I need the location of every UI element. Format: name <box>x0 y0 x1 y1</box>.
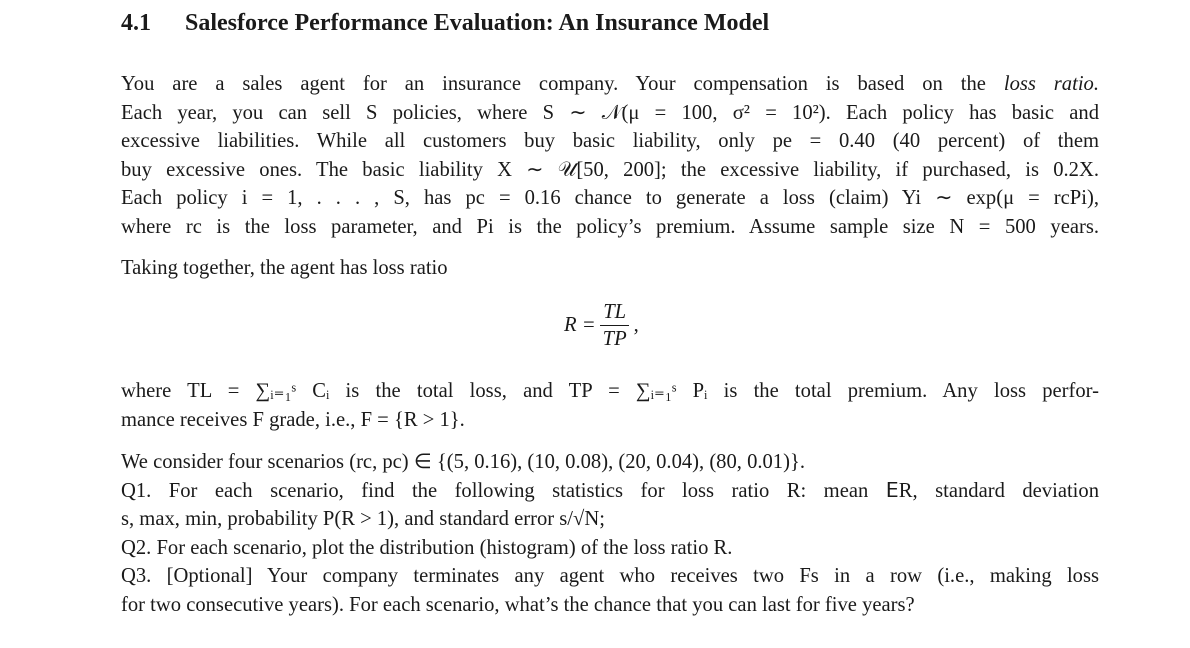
question-2: Q2. For each scenario, plot the distribution (histogram) of the loss ratio R. <box>121 536 733 559</box>
question-1-line-1: Q1. For each scenario, find the following statistics for loss ratio R: mean 𝖤R, standard deviation <box>121 479 1099 502</box>
section-heading <box>121 10 769 37</box>
definitions-line-1: where TL = ∑ᵢ₌₁ˢ Cᵢ is the total loss, and TP = ∑ᵢ₌₁ˢ Pᵢ is the total premium. Any loss perfor- <box>121 380 1099 402</box>
equation-fraction <box>600 300 630 351</box>
paragraph-questions <box>121 448 1099 620</box>
setup-line-2: Each year, you can sell S policies, where S ∼ 𝒩(μ = 100, σ² = 10²). Each policy has basic and <box>121 101 1099 124</box>
paragraph-loss-ratio-intro <box>121 254 1099 283</box>
definitions-line-2: mance receives F grade, i.e., F = {R > 1}. <box>121 408 465 431</box>
question-3-line-1: Q3. [Optional] Your company terminates any agent who receives two Fs in a row (i.e., making loss <box>121 565 1099 588</box>
setup-line-4: buy excessive ones. The basic liability X ∼ 𝒰[50, 200]; the excessive liability, if purchased, is 0.2X. <box>121 158 1099 181</box>
paragraph-problem-setup <box>121 70 1099 242</box>
question-3-line-2: for two consecutive years). For each scenario, what’s the chance that you can last for five years? <box>121 593 915 616</box>
scenarios-line: We consider four scenarios (rc, pc) ∈ {(5, 0.16), (10, 0.08), (20, 0.04), (80, 0.01)}. <box>121 451 805 473</box>
equation-numerator: TL <box>600 300 629 326</box>
equation-denominator: TP <box>602 328 627 350</box>
setup-line-5: Each policy i = 1, . . . , S, has pc = 0.16 chance to generate a loss (claim) Yi ∼ exp(μ = rcPi), <box>121 187 1099 210</box>
setup-line-6: where rc is the loss parameter, and Pi is the policy’s premium. Assume sample size N = 500 years. <box>121 215 1099 238</box>
section-title: Salesforce Performance Evaluation: An Insurance Model <box>185 10 770 36</box>
loss-ratio-equation <box>564 300 639 351</box>
question-1-line-2: s, max, min, probability P(R > 1), and standard error s/√N; <box>121 508 605 531</box>
loss-ratio-intro-text: Taking together, the agent has loss ratio <box>121 257 448 279</box>
section-number: 4.1 <box>121 10 151 36</box>
loss-ratio-emphasis: loss ratio. <box>1003 73 1099 95</box>
setup-line-3: excessive liabilities. While all customers buy basic liability, only pe = 0.40 (40 percent) of them <box>121 130 1099 153</box>
paragraph-definitions <box>121 377 1099 434</box>
equation-trail: , <box>633 314 639 336</box>
setup-line-1: You are a sales agent for an insurance company. Your compensation is based on the loss ratio. <box>121 73 1099 95</box>
equation-lhs: R = <box>564 314 596 336</box>
